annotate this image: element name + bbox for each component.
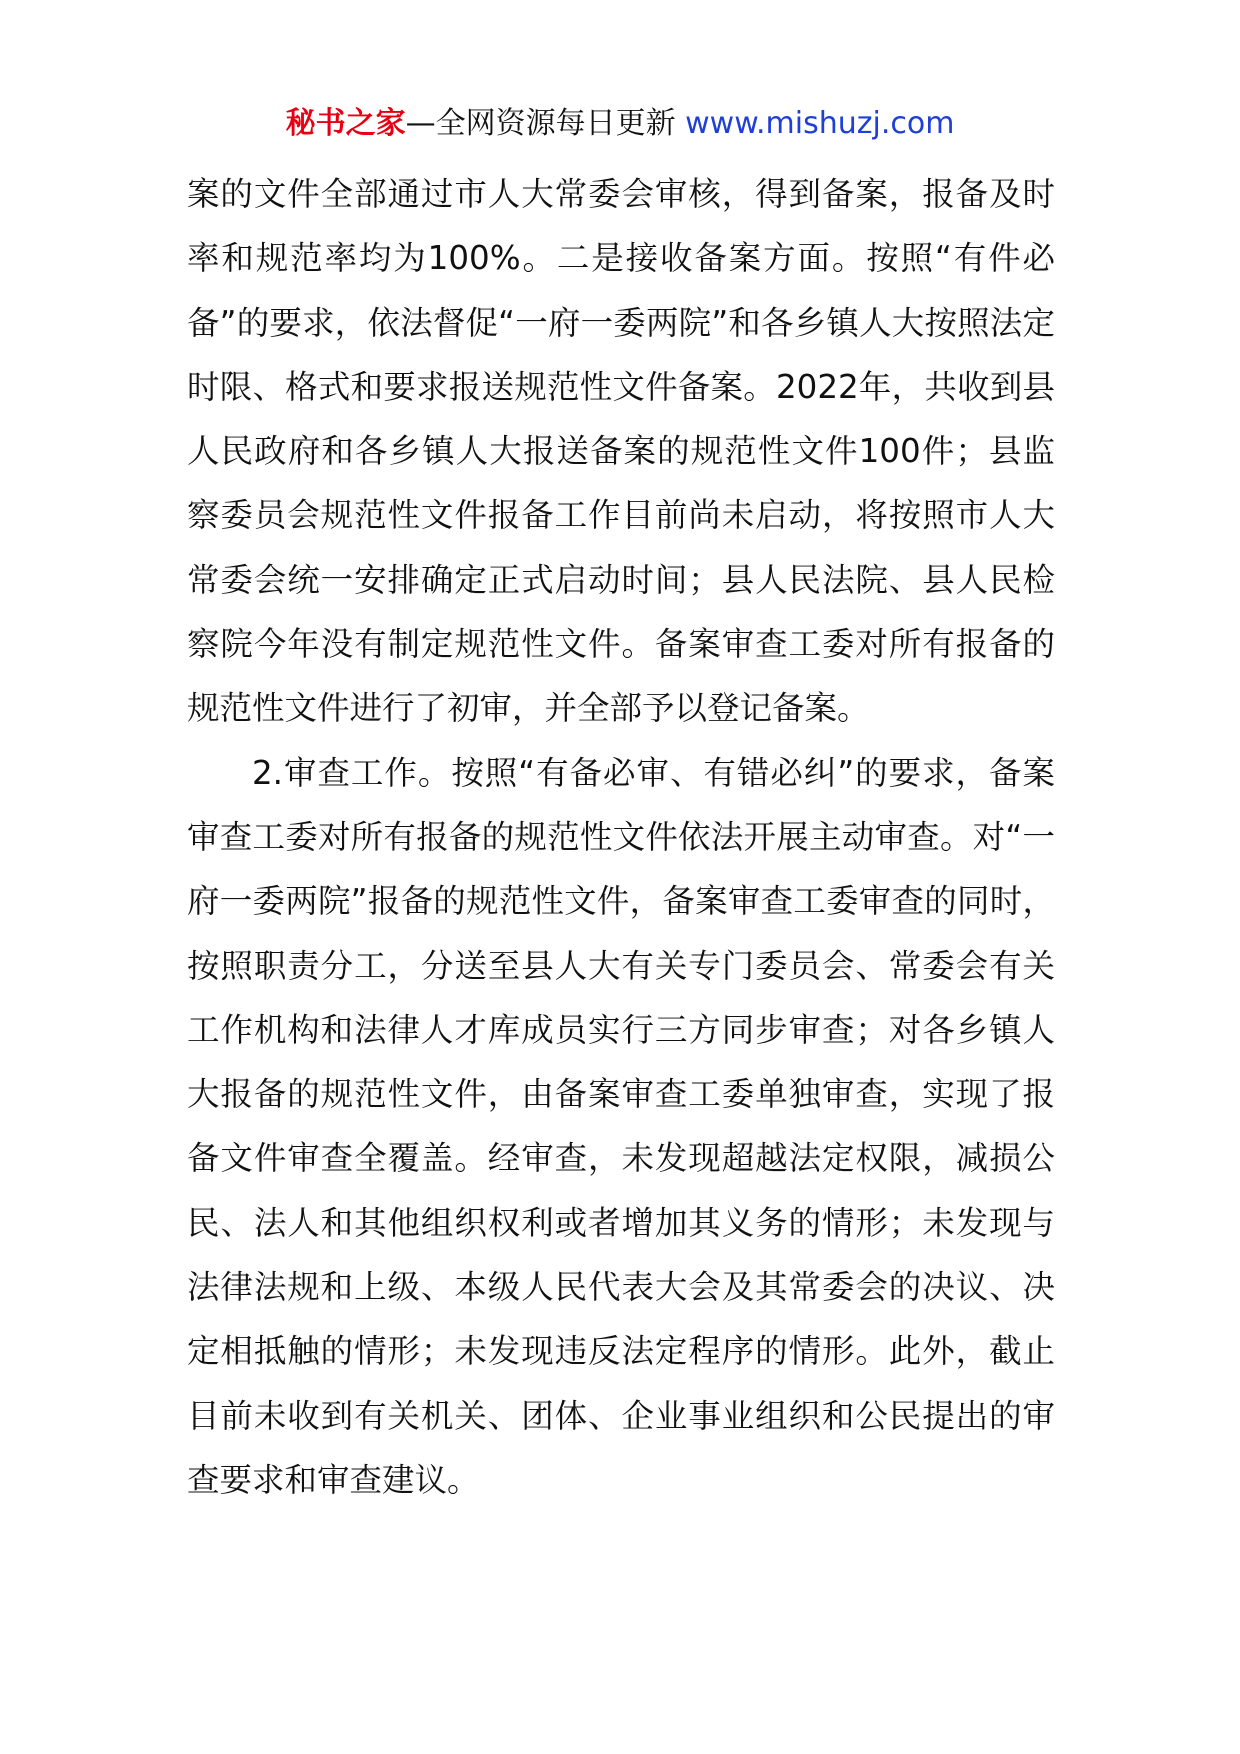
header-tagline: —全网资源每日更新 xyxy=(405,106,676,141)
paragraph-review-work: 2.审查工作。按照“有备必审、有错必纠”的要求，备案审查工委对所有报备的规范性文件依法开展主动审查。对“一府一委两院”报备的规范性文件，备案审查工委审查的同时，按照职责分工，分送至县人大有关专门委员会、常委会有关工作机构和法律人才库成员实行三方同步审查；对各乡镇人大报备的规范性文件，由备案审查工委单独审查，实现了报备文件审查全覆盖。经审查，未发现超越法定权限，减损公民、法人和其他组织权利或者增加其义务的情形；未发现与法律法规和上级、本级人民代表大会及其常委会的决议、决定相抵触的情形；未发现违反法定程序的情形。此外，截止目前未收到有关机关、团体、企业事业组织和公民提出的审查要求和审查建议。 xyxy=(187,753,1055,1499)
brand-name: 秘书之家 xyxy=(285,106,406,141)
page-header xyxy=(0,104,1240,144)
paragraph-continued: 案的文件全部通过市人大常委会审核，得到备案，报备及时率和规范率均为100%。二是接收备案方面。按照“有件必备”的要求，依法督促“一府一委两院”和各乡镇人大按照法定时限、格式和要求报送规范性文件备案。2022年，共收到县人民政府和各乡镇人大报送备案的规范性文件100件；县监察委员会规范性文件报备工作目前尚未启动，将按照市人大常委会统一安排确定正式启动时间；县人民法院、县人民检察院今年没有制定规范性文件。备案审查工委对所有报备的规范性文件进行了初审，并全部予以登记备案。 xyxy=(187,175,1055,728)
website-link[interactable]: www.mishuzj.com xyxy=(685,106,955,141)
document-body xyxy=(187,162,1055,1512)
